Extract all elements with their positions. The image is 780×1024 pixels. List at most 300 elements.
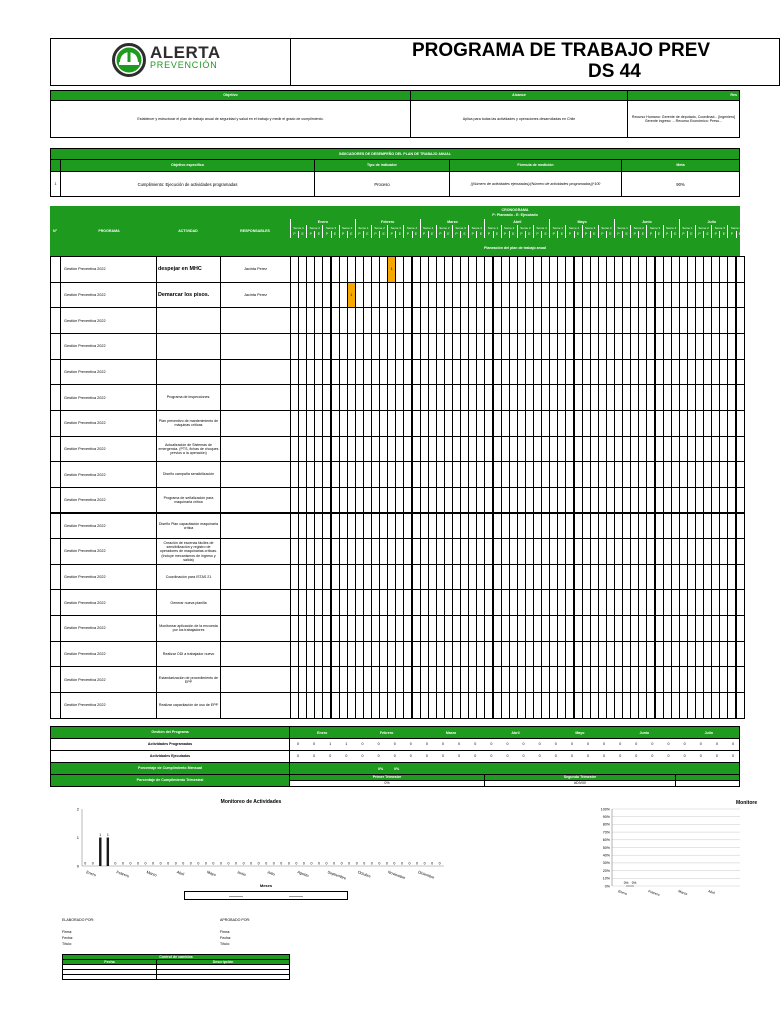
bar-value-label: 0 (393, 861, 396, 866)
x-tick-label: Enero (85, 870, 97, 878)
schedule-cell (736, 410, 745, 437)
elaborado-label: ELABORADO POR: (62, 918, 95, 922)
week-header: Seme 2 (695, 225, 711, 231)
row-responsible (220, 461, 291, 488)
row-program: Gestión Preventiva 2022 (60, 692, 157, 719)
y-tick-label: 2 (76, 806, 79, 812)
line-chart-title: Monitore (736, 800, 758, 806)
ejecutadas-label: Actividades Ejecutadas (50, 750, 290, 763)
bar-value-label: 0 (348, 861, 351, 866)
pe-header: E (736, 231, 744, 238)
pe-header: E (719, 231, 727, 238)
x-tick-label: Abril (176, 870, 185, 877)
schedule-mark: 1 (387, 256, 396, 283)
month-header: Marzo (420, 219, 485, 225)
line-chart (590, 794, 740, 904)
bar-value-label: 0 (189, 861, 192, 866)
summary-month: Abril (511, 731, 520, 735)
bar-value-label: 0 (325, 861, 328, 866)
programadas-value: 0 (425, 742, 428, 746)
bar-value-label: 0 (302, 861, 305, 866)
bar-value-label: 0 (114, 861, 117, 866)
month-header: Abril (484, 219, 549, 225)
bar-value-label: 0 (235, 861, 238, 866)
schedule-cell (736, 589, 745, 616)
week-header: Seme 3 (452, 225, 468, 231)
bar-value-label: 0 (287, 861, 290, 866)
programadas-value: 0 (554, 742, 557, 746)
col-activity-header: ACTIVIDAD (178, 229, 198, 233)
bar-value-label: 0 (136, 861, 139, 866)
schedule-cell (736, 384, 745, 411)
goal-header: Meta (621, 159, 740, 172)
ejecutadas-value: 0 (474, 754, 477, 758)
row-responsible (220, 641, 291, 668)
week-header: Seme 2 (630, 225, 646, 231)
ejecutadas-value: 0 (506, 754, 509, 758)
aprobado-firma: Firma: (220, 930, 231, 934)
objectives-section (50, 90, 740, 138)
week-header: Seme 2 (565, 225, 581, 231)
row-activity: Monitorear aplicación de la encuesta por los trabajadores (156, 615, 221, 642)
elaborado-fecha: Fecha: (62, 936, 73, 940)
pe-header: E (460, 231, 468, 238)
ejecutadas-value: 0 (345, 754, 348, 758)
row-responsible (220, 692, 291, 719)
bar-value-label: 0 (197, 861, 200, 866)
row-program: Gestión Preventiva 2022 (60, 256, 157, 283)
logo-brand: ALERTA (150, 43, 221, 62)
programadas-value: 0 (409, 742, 412, 746)
x-tick-label: Enero (617, 889, 628, 897)
row-activity: despejar en MHC (156, 256, 221, 283)
programadas-value: 0 (393, 742, 396, 746)
resources-value: Recurso Humano: Gerente de deputado, Coordinad... [ingeniero] Gerente ingreso ... Recurso Económico: Presu... (627, 100, 740, 138)
schedule-cell (736, 487, 745, 514)
pe-header: P (452, 231, 460, 238)
trim3-value (675, 780, 740, 787)
pe-header: E (574, 231, 582, 238)
row-activity: Coordinación para ISTAS 21 (156, 564, 221, 591)
ejecutadas-value: 0 (409, 754, 412, 758)
ejecutadas-value: 0 (586, 754, 589, 758)
bar-value-label: 0 (219, 861, 222, 866)
row-responsible (220, 384, 291, 411)
change-row (62, 974, 157, 980)
cronograma-subtitle: P: Planeado - E: Ejecutado (492, 213, 538, 217)
ejecutadas-value: 0 (361, 754, 364, 758)
ejecutadas-value: 0 (731, 754, 734, 758)
x-tick-label: Junio (236, 870, 247, 878)
x-tick-label: Febrero (647, 889, 661, 898)
x-tick-label: Septiembre (326, 870, 347, 881)
objective-value: Establecer y estructurar el plan de trabajo anual de seguridad y salud en el trabajo y medir el grado de cumplimiento. (50, 100, 411, 138)
schedule-cell (736, 282, 745, 309)
row-responsible (220, 666, 291, 693)
programadas-value: 0 (603, 742, 606, 746)
change-row (156, 974, 290, 980)
pe-header: E (493, 231, 501, 238)
schedule-cell (736, 461, 745, 488)
row-program: Gestión Preventiva 2022 (60, 359, 157, 386)
pe-header: E (331, 231, 339, 238)
week-header: Seme 1 (484, 225, 500, 231)
row-responsible (220, 564, 291, 591)
trim2-label: Segundo Trimestre (484, 774, 676, 781)
week-header: Seme 4 (727, 225, 743, 231)
trim2-value: #DIV/0! (484, 780, 676, 787)
pe-header: E (379, 231, 387, 238)
row-activity: Plan preventivo de mantenimiento de máquinas críticas (156, 410, 221, 437)
row-program: Gestión Preventiva 2022 (60, 615, 157, 642)
pe-header: E (314, 231, 322, 238)
pe-header: E (557, 231, 565, 238)
row-responsible (220, 359, 291, 386)
mensual-label: Porcentaje de Cumplimiento Mensual (50, 762, 290, 775)
ejecutadas-value: 0 (393, 754, 396, 758)
row-program: Gestión Preventiva 2022 (60, 538, 157, 565)
x-tick-label: Diciembre (417, 870, 435, 880)
specific-objective-header: Objetivo específico (60, 159, 315, 172)
y-tick-label: 1 (76, 835, 79, 840)
pe-header: P (371, 231, 379, 238)
schedule-cell (736, 359, 745, 386)
bar-value-label: 1 (106, 833, 109, 837)
ejecutadas-value: 0 (554, 754, 557, 758)
pe-header: E (606, 231, 614, 238)
indicators-section (50, 148, 740, 200)
programadas-value: 0 (506, 742, 509, 746)
bar-value-label: 0 (159, 861, 162, 866)
change-control-title: Control de cambios (62, 954, 290, 960)
row-activity: Diseño campaña sensibilización (156, 461, 221, 488)
pe-header: E (298, 231, 306, 238)
week-header: Seme 4 (468, 225, 484, 231)
row-activity: Generar nueva planilla (156, 589, 221, 616)
summary-month: Mayo (575, 731, 585, 735)
change-desc-header: Descripción (156, 959, 290, 965)
pe-header: P (403, 231, 411, 238)
point-label: 0% (631, 881, 637, 885)
programadas-value: 0 (635, 742, 638, 746)
week-header: Seme 3 (582, 225, 598, 231)
bar-chart-area (56, 794, 476, 914)
pe-header: P (549, 231, 557, 238)
ejecutadas-value: 0 (619, 754, 622, 758)
bar-value-label: 0 (438, 861, 441, 866)
pe-header: P (533, 231, 541, 238)
programadas-value: 0 (474, 742, 477, 746)
pe-header: E (687, 231, 695, 238)
pe-header: E (395, 231, 403, 238)
y-tick-label: 0% (604, 884, 610, 889)
y-tick-label: 10% (602, 876, 610, 881)
x-tick-label: Abril (707, 889, 716, 896)
programadas-value: 0 (651, 742, 654, 746)
bar-value-label: 0 (182, 861, 185, 866)
row-activity (156, 307, 221, 334)
logo (112, 43, 222, 79)
pe-header: P (663, 231, 671, 238)
pe-header: P (646, 231, 654, 238)
ejecutadas-value: 0 (425, 754, 428, 758)
resources-header: Res (627, 90, 740, 101)
change-control-table (62, 954, 290, 982)
bar (107, 838, 109, 867)
summary-month: Enero (317, 731, 328, 735)
programadas-value: 0 (442, 742, 444, 746)
ejecutadas-value: 0 (442, 754, 444, 758)
ejecutadas-value: 0 (538, 754, 541, 758)
programadas-value: 0 (619, 742, 622, 746)
ejecutadas-value: 0 (699, 754, 702, 758)
row-activity: Programa de inspecciones. (156, 384, 221, 411)
schedule-cell (736, 333, 745, 360)
schedule-cell (736, 513, 745, 540)
pe-header: E (622, 231, 630, 238)
row-program: Gestión Preventiva 2022 (60, 410, 157, 437)
pe-header: P (306, 231, 314, 238)
bar-chart-title: Monitoreo de Actividades (220, 799, 282, 805)
bar-value-label: 0 (204, 861, 207, 866)
row-responsible: Jacinta Perez (220, 256, 291, 283)
schedule-cell (736, 615, 745, 642)
ejecutadas-value: 0 (377, 754, 380, 758)
y-tick-label: 50% (602, 845, 610, 850)
indicator-objective: Cumplimiento: Ejecución de actividades programadas (60, 171, 315, 197)
point-label: 0% (623, 881, 629, 885)
elaborado-titulo: Título: (62, 942, 72, 946)
planning-label: Planeación del plan de trabajo anual (483, 246, 547, 250)
legend-swatch-2 (289, 896, 303, 897)
row-program: Gestión Preventiva 2022 (60, 487, 157, 514)
mensual-value-2: 0% (394, 767, 400, 771)
row-activity: Diseño Plan capacitación maquinaria crítica (156, 513, 221, 540)
x-tick-label: Mayo (206, 870, 217, 878)
trimestral-label: Porcentaje de Cumplimiento Trimestral (50, 774, 290, 787)
programadas-value: 0 (458, 742, 461, 746)
schedule-cell (736, 436, 745, 463)
y-tick-label: 40% (602, 853, 610, 858)
programadas-value: 0 (570, 742, 573, 746)
schedule-cell (736, 666, 745, 693)
x-tick-label: Marzo (677, 889, 688, 897)
legend-swatch-1 (229, 896, 243, 897)
week-header: Seme 1 (614, 225, 630, 231)
programadas-value: 0 (683, 742, 686, 746)
summary-section (50, 726, 740, 788)
summary-month: Febrero (379, 731, 394, 735)
pe-header: P (501, 231, 509, 238)
aprobado-label: APROBADO POR: (220, 918, 251, 922)
bar-value-label: 0 (242, 861, 245, 866)
week-header: Seme 3 (711, 225, 727, 231)
row-activity: Realizar capacitación de uso de EPP (156, 692, 221, 719)
pe-header: E (703, 231, 711, 238)
formula-header: Fórmula de medición (449, 159, 622, 172)
bar-value-label: 0 (385, 861, 388, 866)
summary-month: Junio (639, 731, 650, 735)
x-tick-label: Julio (266, 870, 276, 877)
pe-header: E (476, 231, 484, 238)
trim1-label: Primer Trimestre (289, 774, 485, 781)
pe-header: E (428, 231, 436, 238)
row-activity (156, 333, 221, 360)
bar-value-label: 0 (152, 861, 155, 866)
programadas-label: Actividades Programadas (50, 738, 290, 751)
pe-header: P (517, 231, 525, 238)
pe-header: P (355, 231, 363, 238)
indicator-number: 1 (50, 171, 61, 197)
scope-value: Aplica para todas las actividades y operaciones desarrolladas en Chile (410, 100, 628, 138)
bar-value-label: 0 (310, 861, 313, 866)
bar-value-label: 0 (265, 861, 268, 866)
row-responsible (220, 487, 291, 514)
x-tick-label: Octubre (357, 870, 372, 879)
pe-header: P (679, 231, 687, 238)
pe-header: E (363, 231, 371, 238)
row-activity: Programa de señalización para maquinaria crítica (156, 487, 221, 514)
row-program: Gestión Preventiva 2022 (60, 307, 157, 334)
programadas-value: 1 (329, 742, 332, 746)
programadas-value: 0 (522, 742, 525, 746)
bar-value-label: 0 (250, 861, 253, 866)
row-program: Gestión Preventiva 2022 (60, 589, 157, 616)
pe-header: E (444, 231, 452, 238)
bar-value-label: 1 (99, 833, 102, 837)
pe-header: P (711, 231, 719, 238)
y-tick-label: 20% (602, 868, 610, 873)
pe-header: P (727, 231, 735, 238)
week-header: Seme 2 (371, 225, 387, 231)
ejecutadas-value: 0 (635, 754, 638, 758)
indicator-type-header: Tipo de indicador (314, 159, 450, 172)
indicator-type: Proceso (314, 171, 450, 197)
bar-value-label: 0 (370, 861, 373, 866)
bar-value-label: 0 (174, 861, 177, 866)
bar-value-label: 0 (129, 861, 132, 866)
ejecutadas-value: 0 (651, 754, 654, 758)
indicators-banner: INDICADORES DE DESEMPEÑO DEL PLAN DE TRABAJO ANUAL (50, 148, 740, 160)
bar-value-label: 0 (91, 861, 94, 866)
week-header: Seme 3 (646, 225, 662, 231)
week-header: Seme 3 (322, 225, 338, 231)
y-tick-label: 30% (602, 861, 610, 866)
programadas-value: 1 (345, 742, 348, 746)
pe-header: E (590, 231, 598, 238)
cronograma-title: CRONOGRAMA (501, 208, 529, 212)
pe-row (290, 231, 740, 238)
row-activity: Realizar ODI a trabajador nuevo (156, 641, 221, 668)
row-responsible (220, 538, 291, 565)
pe-header: E (509, 231, 517, 238)
indicator-goal: 90% (621, 171, 740, 197)
pe-header: P (387, 231, 395, 238)
pe-header: P (582, 231, 590, 238)
page-title: PROGRAMA DE TRABAJO PREV (412, 40, 711, 61)
row-program: Gestión Preventiva 2022 (60, 513, 157, 540)
bar-value-label: 0 (167, 861, 170, 866)
cronograma-rows (50, 256, 740, 718)
ejecutadas-value: 0 (522, 754, 525, 758)
programadas-value: 0 (667, 742, 670, 746)
bar-value-label: 0 (400, 861, 403, 866)
week-header: Seme 3 (387, 225, 403, 231)
schedule-cell (736, 256, 745, 283)
cronograma-section (50, 206, 740, 718)
aprobado-titulo: Título: (220, 942, 230, 946)
bar-value-label: 0 (280, 861, 283, 866)
row-responsible (220, 436, 291, 463)
pe-header: P (695, 231, 703, 238)
month-header: Junio (614, 219, 679, 225)
row-program: Gestión Preventiva 2022 (60, 564, 157, 591)
row-responsible (220, 615, 291, 642)
pe-header: P (630, 231, 638, 238)
summary-month: Julio (704, 731, 713, 735)
pe-header: E (525, 231, 533, 238)
programadas-value: 0 (699, 742, 702, 746)
x-tick-label: Marzo (145, 870, 158, 878)
pe-header: P (290, 231, 298, 238)
x-tick-label: Noviembre (387, 870, 406, 881)
row-activity: Demarcar los pisos. (156, 282, 221, 309)
week-header: Seme 1 (290, 225, 306, 231)
ejecutadas-value: 0 (490, 754, 493, 758)
bar-chart-xlabel: Meses (259, 883, 273, 888)
row-activity: Actualización de Sistemas de emergencia. (PTS, fichas de choques previos a la operación) (156, 436, 221, 463)
schedule-cell (736, 564, 745, 591)
week-header: Seme 2 (501, 225, 517, 231)
row-responsible (220, 513, 291, 540)
summary-month: Marzo (445, 731, 457, 735)
row-responsible (220, 333, 291, 360)
programadas-value: 0 (586, 742, 589, 746)
bar-value-label: 0 (378, 861, 381, 866)
pe-header: E (671, 231, 679, 238)
week-header: Seme 3 (517, 225, 533, 231)
schedule-mark: 1 (347, 282, 356, 309)
helmet-icon (112, 43, 146, 77)
row-activity: Estandarización de procedimiento de EPP (156, 666, 221, 693)
col-program-header: PROGRAMA (98, 229, 120, 233)
trim1-value: 0% (289, 780, 485, 787)
schedule-cell (736, 692, 745, 719)
pe-header: P (565, 231, 573, 238)
ejecutadas-value: 0 (570, 754, 573, 758)
bar-value-label: 0 (227, 861, 230, 866)
row-program: Gestión Preventiva 2022 (60, 436, 157, 463)
row-responsible (220, 589, 291, 616)
week-header: Seme 2 (436, 225, 452, 231)
row-program: Gestión Preventiva 2022 (60, 282, 157, 309)
programadas-value: 0 (313, 742, 316, 746)
row-program: Gestión Preventiva 2022 (60, 384, 157, 411)
bar-value-label: 0 (431, 861, 434, 866)
logo-subtitle: PREVENCIÓN (150, 60, 218, 70)
schedule-cell (736, 307, 745, 334)
bar-value-label: 0 (317, 861, 320, 866)
aprobado-fecha: Fecha: (220, 936, 231, 940)
col-responsible-header: RESPONSABLES (240, 229, 270, 233)
header-divider (290, 38, 291, 86)
pe-header: P (436, 231, 444, 238)
mensual-value-1: 0% (378, 767, 384, 771)
week-header: Seme 4 (598, 225, 614, 231)
month-header: Mayo (549, 219, 614, 225)
bar-value-label: 0 (257, 861, 260, 866)
elaborado-firma: Firma: (62, 930, 73, 934)
